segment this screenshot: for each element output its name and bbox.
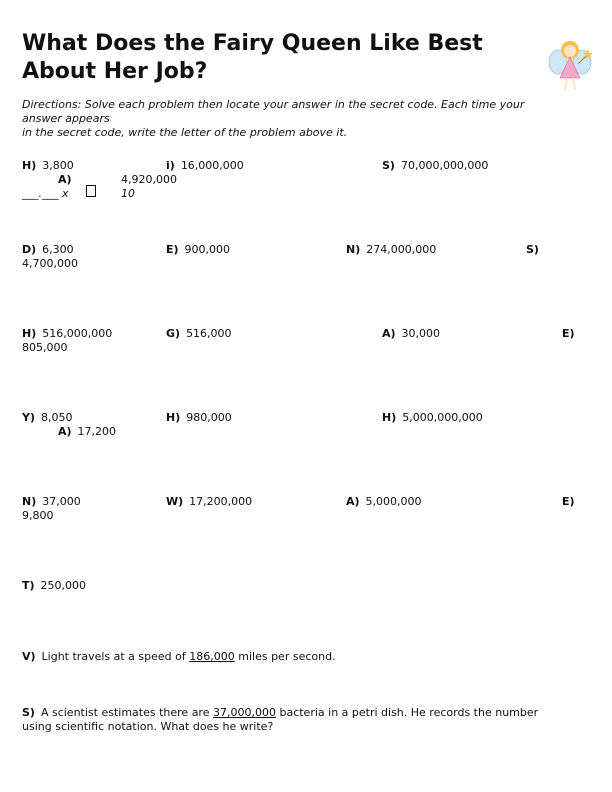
problem-h-2 <box>22 327 112 341</box>
fairy-illustration <box>548 38 592 94</box>
word-problem-s <box>22 706 538 720</box>
problem-d <box>22 243 74 257</box>
problem-letter: i) <box>166 159 175 172</box>
problem-value: 900,000 <box>184 243 231 256</box>
problem-letter: W) <box>166 495 184 508</box>
problem-letter: A) <box>346 495 360 508</box>
problem-y <box>22 411 73 425</box>
problem-letter: E) <box>562 327 575 340</box>
problem-i <box>166 159 244 173</box>
word-problem-text: bacteria in a petri dish. He records the number <box>275 706 539 719</box>
problem-value: 17,200 <box>77 425 117 438</box>
problem-a-1-value: 4,920,000 <box>121 173 177 186</box>
problem-value: 980,000 <box>186 411 232 424</box>
problem-letter: E) <box>562 495 575 508</box>
word-problem-number: 37,000,000 <box>212 706 276 719</box>
problem-letter: H) <box>382 411 397 424</box>
problem-letter: D) <box>22 243 37 256</box>
directions-line-2: answer appears <box>22 112 110 125</box>
problem-a-1-letter: A) <box>58 173 72 186</box>
problem-value: 16,000,000 <box>180 159 244 172</box>
problem-e-2 <box>562 327 581 341</box>
problem-value: 8,050 <box>41 411 73 424</box>
directions-line-1: Directions: Solve each problem then locate your answer in the secret code. Each time your <box>22 98 525 111</box>
power-of-ten: 10 <box>121 187 135 200</box>
fairy-face <box>564 45 576 57</box>
problem-letter: S) <box>526 243 539 256</box>
problem-h-4 <box>382 411 483 425</box>
problem-w <box>166 495 252 509</box>
problem-h-3 <box>166 411 232 425</box>
fairy-leg-right <box>573 78 575 90</box>
problem-letter: V) <box>22 650 36 663</box>
problem-value: 5,000,000 <box>365 495 422 508</box>
answer-box <box>86 185 96 197</box>
problem-h-1 <box>22 159 74 173</box>
problem-letter: N) <box>22 495 37 508</box>
word-problem-text: miles per second. <box>234 650 336 663</box>
problem-value: 274,000,000 <box>366 243 437 256</box>
problem-letter: A) <box>58 425 72 438</box>
problem-g <box>166 327 232 341</box>
problem-a-4 <box>346 495 422 509</box>
problem-value: 17,200,000 <box>189 495 253 508</box>
word-problem-number: 186,000 <box>189 650 235 663</box>
directions-line-3: in the secret code, write the letter of the problem above it. <box>22 126 348 139</box>
problem-value: 3,800 <box>42 159 74 172</box>
problem-n-1 <box>346 243 436 257</box>
problem-letter: H) <box>166 411 181 424</box>
problem-value: 70,000,000,000 <box>400 159 489 172</box>
problem-letter: H) <box>22 159 37 172</box>
word-problem-text: Light travels at a speed of <box>41 650 190 663</box>
problem-value: 516,000,000 <box>42 327 113 340</box>
word-problem-text: A scientist estimates there are <box>40 706 213 719</box>
problem-a-2 <box>382 327 440 341</box>
problem-letter: E) <box>166 243 179 256</box>
problem-letter: T) <box>22 579 35 592</box>
problem-n-2 <box>22 495 81 509</box>
problem-t <box>22 579 86 593</box>
problem-letter: S) <box>22 706 35 719</box>
word-problem-s-line-2: using scientific notation. What does he write? <box>22 720 274 733</box>
problem-letter: H) <box>22 327 37 340</box>
problem-s-2-value: 4,700,000 <box>22 257 78 270</box>
problem-e-2-value: 805,000 <box>22 341 68 354</box>
problem-letter: A) <box>382 327 396 340</box>
problem-s-2 <box>526 243 545 257</box>
problem-a-3 <box>58 425 116 439</box>
problem-letter: N) <box>346 243 361 256</box>
problem-letter: S) <box>382 159 395 172</box>
page-title: What Does the Fairy Queen Like Best About Her Job? <box>22 31 483 84</box>
fairy-leg-left <box>565 78 567 90</box>
problem-s-1 <box>382 159 488 173</box>
problem-letter: G) <box>166 327 181 340</box>
problem-e-1 <box>166 243 230 257</box>
problem-value: 250,000 <box>40 579 87 592</box>
problem-e-3-value: 9,800 <box>22 509 54 522</box>
problem-value: 37,000 <box>42 495 81 508</box>
scientific-notation-blank: ___.___ x <box>22 187 69 200</box>
problem-value: 516,000 <box>186 327 232 340</box>
problem-value: 6,300 <box>42 243 74 256</box>
problem-letter: Y) <box>22 411 35 424</box>
problem-value: 5,000,000,000 <box>402 411 483 424</box>
problem-value: 30,000 <box>401 327 441 340</box>
word-problem-v <box>22 650 336 664</box>
problem-e-3 <box>562 495 581 509</box>
